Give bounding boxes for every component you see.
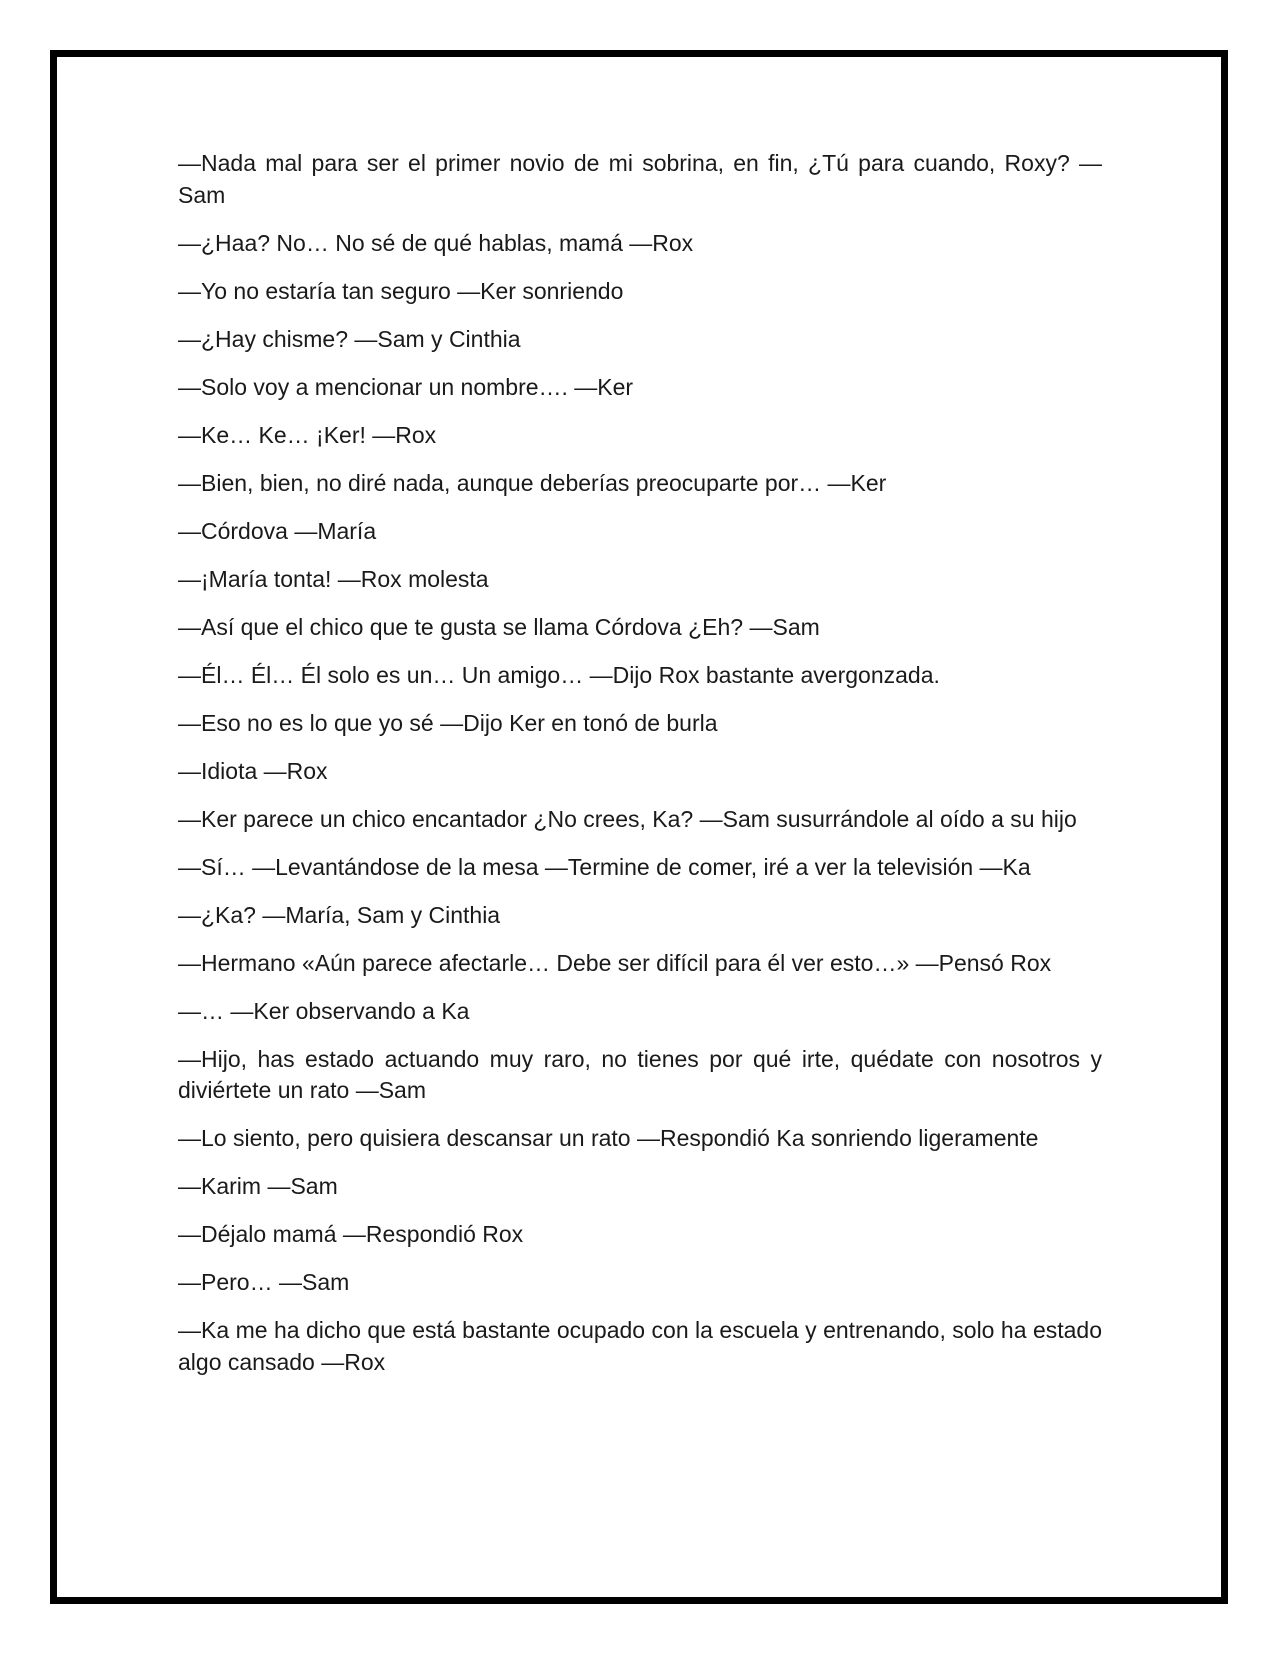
dialogue-line: —Déjalo mamá —Respondió Rox [178,1221,524,1247]
dialogue-line: —Ka me ha dicho que está bastante ocupado con la escuela y entrenando, solo ha estado algo cansado —Rox [178,1317,1102,1375]
dialogue-line: —Karim —Sam [178,1173,338,1199]
dialogue-line: —Solo voy a mencionar un nombre…. —Ker [178,373,634,400]
dialogue-line: —Hijo, has estado actuando muy raro, no tienes por qué irte, quédate con nosotros y diviértete un rato —Sam [178,1045,1102,1103]
dialogue-line: —Pero… —Sam [178,1269,350,1295]
dialogue-line: —… —Ker observando a Ka [178,997,470,1024]
dialogue-line: —Sí… —Levantándose de la mesa —Termine de comer, iré a ver la televisión —Ka [178,853,1031,880]
dialogue-line: —Él… Él… Él solo es un… Un amigo… —Dijo Rox bastante avergonzada. [178,661,940,688]
dialogue-line: —Hermano «Aún parece afectarle… Debe ser difícil para él ver esto…» —Pensó Rox [178,949,1052,976]
dialogue-line: —Así que el chico que te gusta se llama Córdova ¿Eh? —Sam [178,613,820,640]
dialogue-line: —Nada mal para ser el primer novio de mi sobrina, en fin, ¿Tú para cuando, Roxy? —Sam [178,150,1102,208]
dialogue-line: —¿Haa? No… No sé de qué hablas, mamá —Rox [178,229,694,256]
dialogue-line: —¿Ka? —María, Sam y Cinthia [178,901,501,928]
dialogue-line: —Eso no es lo que yo sé —Dijo Ker en tonó de burla [178,709,718,736]
dialogue-line: —Ke… Ke… ¡Ker! —Rox [178,421,437,448]
dialogue-line: —Yo no estaría tan seguro —Ker sonriendo [178,277,624,304]
dialogue-line: —¿Hay chisme? —Sam y Cinthia [178,325,521,352]
dialogue-line: —Idiota —Rox [178,757,328,784]
dialogue-line: —¡María tonta! —Rox molesta [178,565,489,592]
dialogue-line: —Córdova —María [178,517,377,544]
dialogue-line: —Bien, bien, no diré nada, aunque deberías preocuparte por… —Ker [178,469,887,496]
dialogue-line: —Ker parece un chico encantador ¿No crees, Ka? —Sam susurrándole al oído a su hijo [178,805,1077,832]
document-body [178,148,1102,1395]
dialogue-line: —Lo siento, pero quisiera descansar un rato —Respondió Ka sonriendo ligeramente [178,1125,1039,1151]
